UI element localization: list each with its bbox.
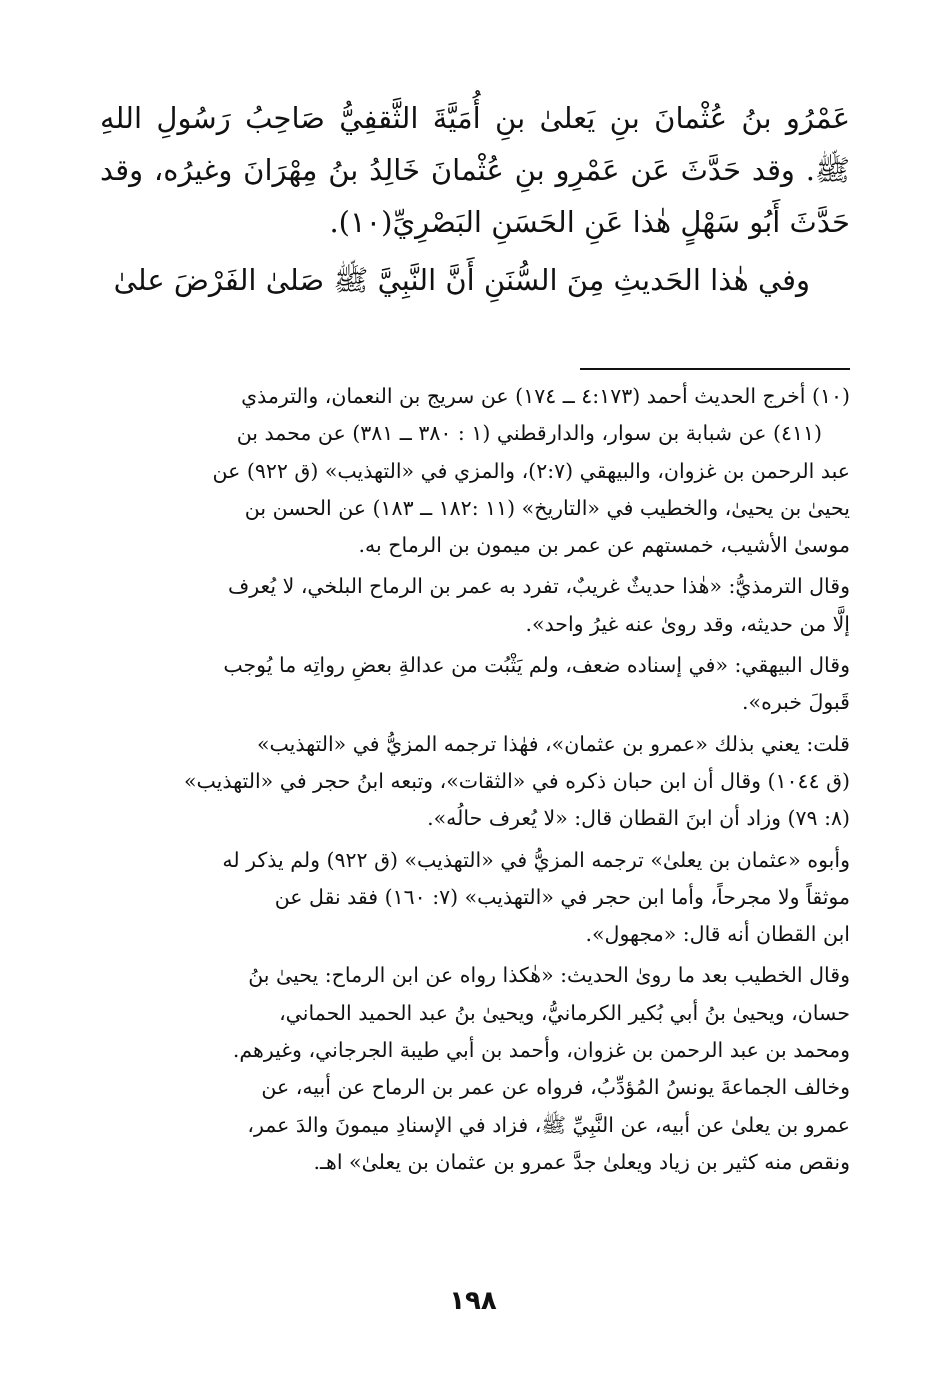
khatib-line: عمرو بن يعلىٰ عن أبيه، عن النَّبِيِّ ﷺ، فزاد في الإسنادِ ميمونَ والدَ عمر، bbox=[247, 1112, 850, 1137]
footnote-10-line: عبد الرحمن بن غزوان، والبيهقي (٢:٧)، والمزي في «التهذيب» (ق ٩٢٢) عن bbox=[212, 458, 850, 483]
footnote-divider bbox=[580, 368, 850, 370]
tirmidhi-line: إلَّا من حديثه، وقد رویٰ عنه غيرُ واحد». bbox=[525, 611, 850, 636]
main-paragraph-1: عَمْرُو بنُ عُثْمانَ بنِ يَعلىٰ بنِ أُمَيَّةَ الثَّقفِيُّ صَاحِبُ رَسُولِ اللهِ ﷺ. وقد حَدَّثَ عَن عَمْرِو بنِ عُثْمانَ خَالِدُ بنُ مِهْرَانَ وغيرُه، وقد حَدَّثَ أَبُو سَهْلٍ هٰذا عَنِ الحَسَنِ البَصْرِيِّ(١٠). bbox=[100, 101, 850, 239]
khatib-line: وخالف الجماعةَ يونسُ المُؤدِّبُ، فرواه عن عمر بن الرماح عن أبيه، عن bbox=[261, 1075, 850, 1100]
abuhu-line: موثقاً ولا مجرحاً، وأما ابن حجر في «التهذيب» (٧: ١٦٠) فقد نقل عن bbox=[274, 884, 850, 909]
footnote-10-line: موسىٰ الأشيب، خمستهم عن عمر بن ميمون بن الرماح به. bbox=[358, 533, 850, 558]
abuhu-line: وأبوه «عثمان بن يعلىٰ» ترجمه المزيُّ في «التهذيب» (ق ٩٢٢) ولم يذكر له bbox=[222, 847, 850, 872]
qultu-line: (٨: ٧٩) وزاد أن ابنَ القطان قال: «لا يُعرف حالُه». bbox=[427, 806, 850, 831]
main-paragraph-2: وفي هٰذا الحَديثِ مِنَ السُّنَنِ أَنَّ النَّبِيَّ ﷺ صَلىٰ الفَرْضَ علىٰ bbox=[113, 263, 810, 297]
tirmidhi-line: وقال الترمذيُّ: «هٰذا حديثٌ غريبٌ، تفرد به عمر بن الرماح البلخي، لا يُعرف bbox=[227, 574, 850, 599]
khatib-line: حسان، ويحيىٰ بنُ أبي بُكير الكرمانيُّ، ويحيىٰ بنُ عبد الحميد الحماني، bbox=[279, 1000, 850, 1025]
footnote-10-line: (١٠) أخرج الحديث أحمد (٤:١٧٣ ــ ١٧٤) عن سريج بن النعمان، والترمذي bbox=[241, 384, 850, 408]
footnote-10-line: يحيىٰ بن يحيىٰ، والخطيب في «التاريخ» (١١ :١٨٢ ــ ١٨٣) عن الحسن بن bbox=[244, 495, 850, 520]
abuhu-line: ابن القطان أنه قال: «مجهول». bbox=[585, 922, 850, 947]
khatib-line: ومحمد بن عبد الرحمن بن غزوان، وأحمد بن أبي طيبة الجرجاني، وغيرهم. bbox=[232, 1038, 850, 1063]
qultu-line: قلت: يعني بذلك «عمرو بن عثمان»، فهٰذا ترجمه المزيُّ في «التهذيب» bbox=[256, 731, 850, 756]
footnotes bbox=[100, 378, 850, 1181]
khatib-line: وقال الخطيب بعد ما رویٰ الحديث: «هٰكذا رواه عن ابن الرماح: يحيىٰ بنُ bbox=[248, 963, 850, 988]
bayhaqi-line: وقال البيهقي: «في إسناده ضعف، ولم يَثْبُت من عدالةِ بعضِ رواتِه ما يُوجب bbox=[223, 653, 850, 678]
bayhaqi-line: قَبولَ خبره». bbox=[742, 690, 850, 715]
qultu-line: (ق ١٠٤٤) وقال أن ابن حبان ذكره في «الثقات»، وتبعه ابنُ حجر في «التهذيب» bbox=[183, 768, 850, 793]
page-number: ١٩٨ bbox=[449, 1286, 497, 1316]
khatib-line: ونقص منه كثير بن زياد ويعلىٰ جدَّ عمرو بن عثمان بن يعلىٰ» اهـ. bbox=[313, 1149, 850, 1174]
footnote-10-line: (٤١١) عن شبابة بن سوار، والدارقطني (١ : ٣٨٠ ــ ٣٨١) عن محمد بن bbox=[236, 421, 822, 446]
main-text bbox=[100, 92, 850, 306]
